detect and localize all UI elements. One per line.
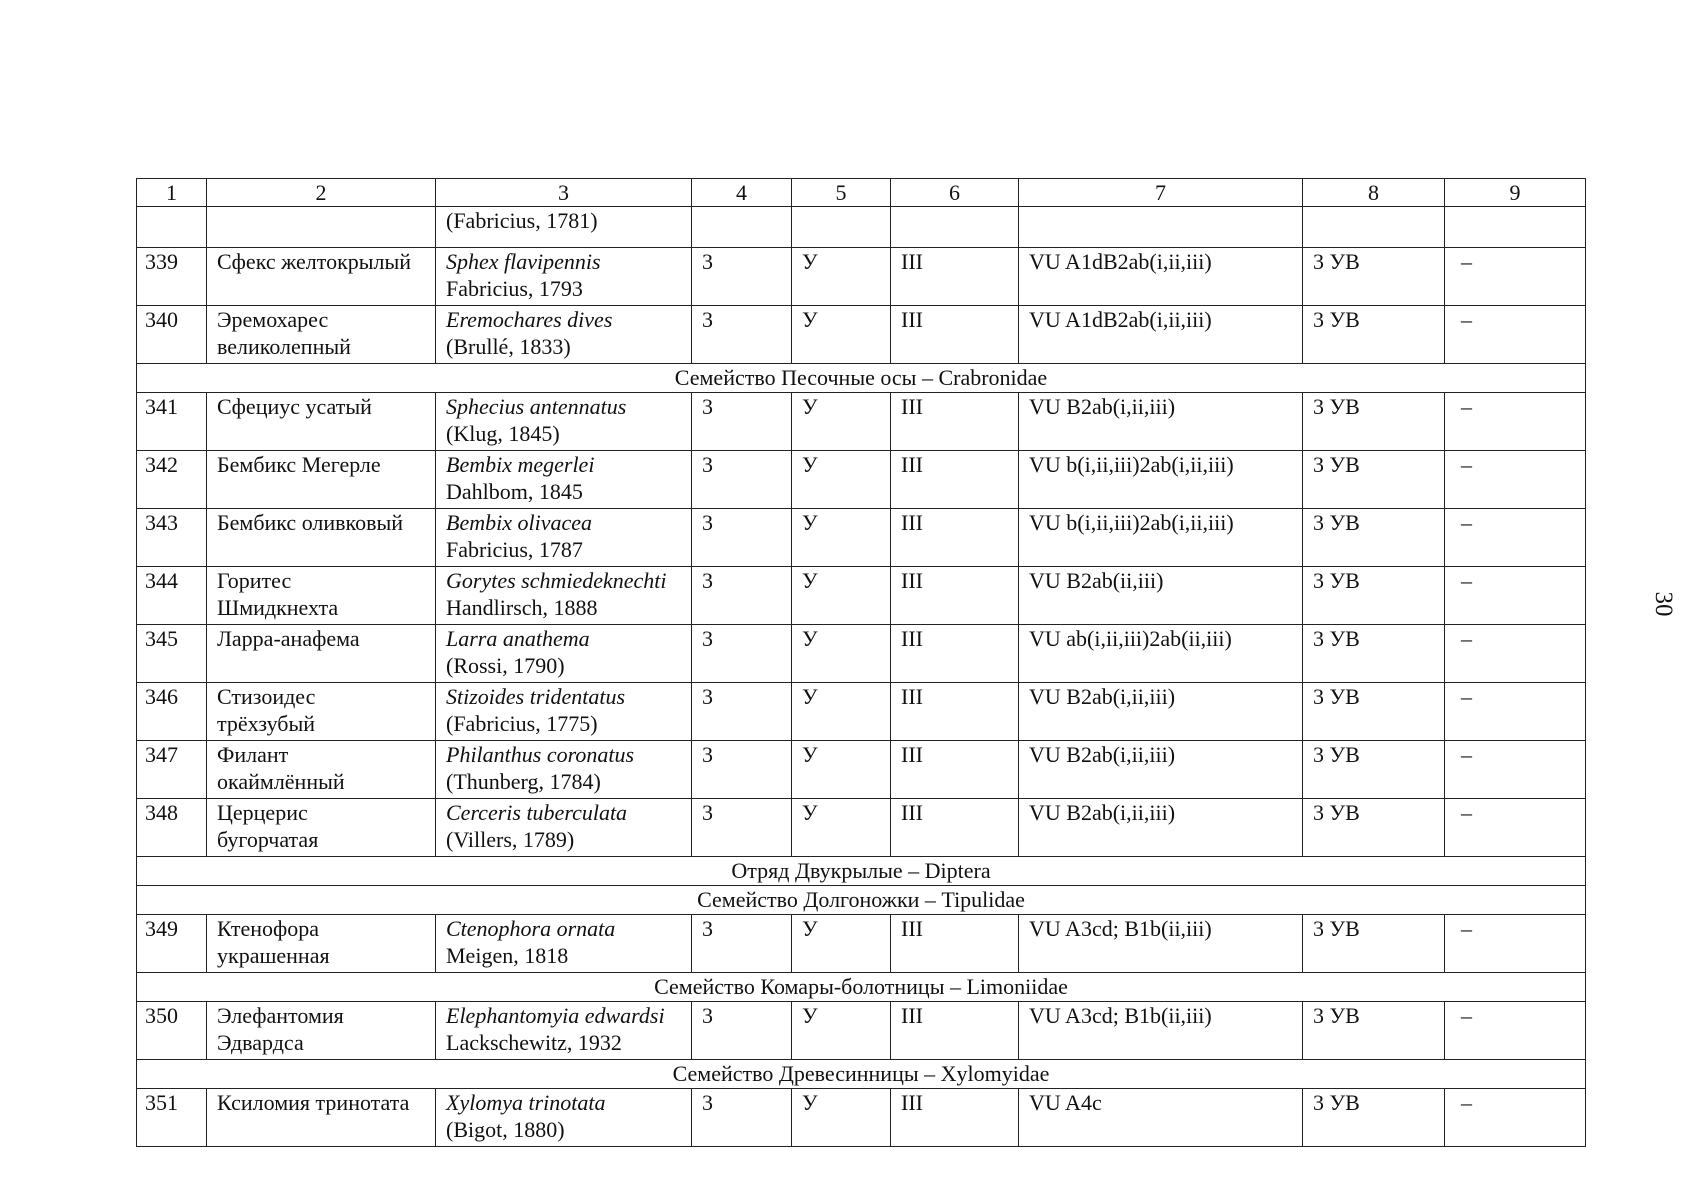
notes-cell: – xyxy=(1445,248,1586,306)
column-number: 2 xyxy=(207,179,436,207)
notes-cell: – xyxy=(1445,915,1586,973)
latin-name-cell xyxy=(436,1089,692,1147)
latin-author: (Villers, 1789) xyxy=(446,827,575,852)
notes-cell: – xyxy=(1445,306,1586,364)
russian-name-line: великолепный xyxy=(217,334,351,359)
category-cell: 3 xyxy=(692,509,792,567)
category-cell: 3 xyxy=(692,451,792,509)
column-number: 3 xyxy=(436,179,692,207)
status-cell: У xyxy=(792,741,891,799)
category-cell: 3 xyxy=(692,393,792,451)
row-number-cell: 350 xyxy=(137,1002,207,1060)
russian-name-cell xyxy=(207,1002,436,1060)
priority-cell: III xyxy=(891,1089,1019,1147)
category-cell: 3 xyxy=(692,625,792,683)
latin-name-cell xyxy=(436,567,692,625)
notes-cell: – xyxy=(1445,625,1586,683)
column-number: 1 xyxy=(137,179,207,207)
section-heading: Семейство Комары-болотницы – Limoniidae xyxy=(137,973,1586,1002)
federal-category-cell: 3 УВ xyxy=(1303,509,1445,567)
russian-name-line: Бембикс оливковый xyxy=(217,510,404,535)
federal-category-cell: 3 УВ xyxy=(1303,1089,1445,1147)
status-cell: У xyxy=(792,567,891,625)
iucn-criteria-cell: VU b(i,ii,iii)2ab(i,ii,iii) xyxy=(1019,509,1303,567)
federal-category-cell: 3 УВ xyxy=(1303,393,1445,451)
russian-name-line: Стизоидес xyxy=(217,684,316,709)
russian-name-line: окаймлённый xyxy=(217,769,345,794)
row-number-cell: 343 xyxy=(137,509,207,567)
priority-cell: III xyxy=(891,625,1019,683)
status-cell: У xyxy=(792,1089,891,1147)
federal-category-cell: 3 УВ xyxy=(1303,451,1445,509)
latin-name-cell xyxy=(436,509,692,567)
section-heading: Семейство Песочные осы – Crabronidae xyxy=(137,364,1586,393)
notes-cell: – xyxy=(1445,1089,1586,1147)
notes-cell: – xyxy=(1445,567,1586,625)
table-row xyxy=(137,915,1586,973)
notes-cell: – xyxy=(1445,741,1586,799)
latin-name-cell xyxy=(436,451,692,509)
row-number-cell: 340 xyxy=(137,306,207,364)
latin-author: (Thunberg, 1784) xyxy=(446,769,601,794)
priority-cell: III xyxy=(891,567,1019,625)
iucn-criteria-cell: VU A4c xyxy=(1019,1089,1303,1147)
iucn-criteria-cell: VU ab(i,ii,iii)2ab(ii,iii) xyxy=(1019,625,1303,683)
row-number-cell: 349 xyxy=(137,915,207,973)
latin-author: Handlirsch, 1888 xyxy=(446,595,598,620)
priority-cell: III xyxy=(891,799,1019,857)
latin-name: Gorytes schmiedeknechti xyxy=(446,568,667,593)
latin-name: Eremochares dives xyxy=(446,307,613,332)
latin-name-cell xyxy=(436,393,692,451)
priority-cell: III xyxy=(891,248,1019,306)
latin-name: Elephantomyia edwardsi xyxy=(446,1003,665,1028)
latin-author: (Brullé, 1833) xyxy=(446,334,571,359)
latin-name-cell xyxy=(436,248,692,306)
latin-author: Fabricius, 1793 xyxy=(446,276,583,301)
russian-name-line: Эремохарес xyxy=(217,307,329,332)
latin-name: Cerceris tuberculata xyxy=(446,800,628,825)
section-heading: Семейство Долгоножки – Tipulidae xyxy=(137,886,1586,915)
priority-cell: III xyxy=(891,509,1019,567)
iucn-criteria-cell: VU A1dB2ab(i,ii,iii) xyxy=(1019,248,1303,306)
red-book-table xyxy=(136,178,1586,1147)
table-row xyxy=(137,509,1586,567)
empty-cell xyxy=(1445,207,1586,248)
russian-name-line: Церцерис xyxy=(217,800,308,825)
column-number: 4 xyxy=(692,179,792,207)
row-number-cell: 344 xyxy=(137,567,207,625)
russian-name-cell xyxy=(207,625,436,683)
latin-name: Larra anathema xyxy=(446,626,590,651)
russian-name-cell xyxy=(207,451,436,509)
table-row xyxy=(137,393,1586,451)
status-cell: У xyxy=(792,625,891,683)
iucn-criteria-cell: VU b(i,ii,iii)2ab(i,ii,iii) xyxy=(1019,451,1303,509)
latin-author: Lackschewitz, 1932 xyxy=(446,1030,622,1055)
priority-cell: III xyxy=(891,393,1019,451)
latin-name-cell xyxy=(436,741,692,799)
latin-name: Stizoides tridentatus xyxy=(446,684,626,709)
latin-name: Xylomya trinotata xyxy=(446,1090,606,1115)
latin-name: Philanthus coronatus xyxy=(446,742,635,767)
status-cell: У xyxy=(792,1002,891,1060)
category-cell: 3 xyxy=(692,1089,792,1147)
russian-name-line: Сфециус усатый xyxy=(217,394,372,419)
federal-category-cell: 3 УВ xyxy=(1303,625,1445,683)
federal-category-cell: 3 УВ xyxy=(1303,915,1445,973)
russian-name-line: Филант xyxy=(217,742,289,767)
table-row xyxy=(137,1089,1586,1147)
notes-cell: – xyxy=(1445,683,1586,741)
empty-cell xyxy=(1019,207,1303,248)
column-number: 5 xyxy=(792,179,891,207)
iucn-criteria-cell: VU B2ab(i,ii,iii) xyxy=(1019,683,1303,741)
table-row xyxy=(137,799,1586,857)
federal-category-cell: 3 УВ xyxy=(1303,741,1445,799)
latin-author: (Fabricius, 1775) xyxy=(446,711,598,736)
category-cell: 3 xyxy=(692,683,792,741)
table-row xyxy=(137,567,1586,625)
table-row xyxy=(137,741,1586,799)
section-heading: Семейство Древесинницы – Xylomyidae xyxy=(137,1060,1586,1089)
latin-author: Dahlbom, 1845 xyxy=(446,479,583,504)
row-number-cell: 348 xyxy=(137,799,207,857)
row-number-cell: 345 xyxy=(137,625,207,683)
russian-name-line: Ктенофора xyxy=(217,916,320,941)
section-heading-row xyxy=(137,364,1586,393)
iucn-criteria-cell: VU B2ab(i,ii,iii) xyxy=(1019,393,1303,451)
notes-cell: – xyxy=(1445,1002,1586,1060)
row-number-cell: 342 xyxy=(137,451,207,509)
latin-name: Sphex flavipennis xyxy=(446,249,601,274)
section-heading-row xyxy=(137,857,1586,886)
latin-name-cell xyxy=(436,1002,692,1060)
russian-name-line: Сфекс желтокрылый xyxy=(217,249,412,274)
table-row xyxy=(137,625,1586,683)
empty-cell xyxy=(207,207,436,248)
russian-name-line: Шмидкнехта xyxy=(217,595,339,620)
row-number-cell: 339 xyxy=(137,248,207,306)
federal-category-cell: 3 УВ xyxy=(1303,799,1445,857)
table-row xyxy=(137,306,1586,364)
russian-name-cell xyxy=(207,248,436,306)
federal-category-cell: 3 УВ xyxy=(1303,248,1445,306)
row-number-cell: 351 xyxy=(137,1089,207,1147)
table-body xyxy=(137,179,1586,1147)
empty-cell xyxy=(792,207,891,248)
iucn-criteria-cell: VU B2ab(i,ii,iii) xyxy=(1019,741,1303,799)
priority-cell: III xyxy=(891,741,1019,799)
latin-name-cell xyxy=(436,799,692,857)
table-row xyxy=(137,683,1586,741)
column-number: 8 xyxy=(1303,179,1445,207)
federal-category-cell: 3 УВ xyxy=(1303,306,1445,364)
empty-cell xyxy=(891,207,1019,248)
latin-author: (Rossi, 1790) xyxy=(446,653,565,678)
latin-name-cell xyxy=(436,625,692,683)
table-row xyxy=(137,1002,1586,1060)
latin-name: Ctenophora ornata xyxy=(446,916,616,941)
priority-cell: III xyxy=(891,1002,1019,1060)
russian-name-line: Ларра-анафема xyxy=(217,626,360,651)
latin-author: Fabricius, 1787 xyxy=(446,537,583,562)
latin-author-cell: (Fabricius, 1781) xyxy=(436,207,692,248)
latin-name: Sphecius antennatus xyxy=(446,394,627,419)
russian-name-line: Эдвардса xyxy=(217,1030,304,1055)
latin-name-cell xyxy=(436,683,692,741)
latin-name-cell xyxy=(436,915,692,973)
section-heading-row xyxy=(137,1060,1586,1089)
latin-name: Bembix megerlei xyxy=(446,452,595,477)
column-number-row xyxy=(137,179,1586,207)
latin-author: (Bigot, 1880) xyxy=(446,1117,565,1142)
section-heading-row xyxy=(137,886,1586,915)
latin-name: Bembix olivacea xyxy=(446,510,592,535)
latin-author: (Klug, 1845) xyxy=(446,421,560,446)
iucn-criteria-cell: VU B2ab(ii,iii) xyxy=(1019,567,1303,625)
russian-name-line: трёхзубый xyxy=(217,711,316,736)
status-cell: У xyxy=(792,915,891,973)
category-cell: 3 xyxy=(692,567,792,625)
russian-name-line: Горитес xyxy=(217,568,292,593)
empty-cell xyxy=(137,207,207,248)
empty-cell xyxy=(692,207,792,248)
category-cell: 3 xyxy=(692,1002,792,1060)
notes-cell: – xyxy=(1445,509,1586,567)
iucn-criteria-cell: VU B2ab(i,ii,iii) xyxy=(1019,799,1303,857)
status-cell: У xyxy=(792,799,891,857)
category-cell: 3 xyxy=(692,741,792,799)
column-number: 9 xyxy=(1445,179,1586,207)
category-cell: 3 xyxy=(692,915,792,973)
iucn-criteria-cell: VU A3cd; B1b(ii,iii) xyxy=(1019,915,1303,973)
russian-name-cell xyxy=(207,567,436,625)
russian-name-cell xyxy=(207,799,436,857)
empty-cell xyxy=(1303,207,1445,248)
status-cell: У xyxy=(792,683,891,741)
column-number: 6 xyxy=(891,179,1019,207)
federal-category-cell: 3 УВ xyxy=(1303,1002,1445,1060)
notes-cell: – xyxy=(1445,451,1586,509)
status-cell: У xyxy=(792,248,891,306)
row-number-cell: 341 xyxy=(137,393,207,451)
category-cell: 3 xyxy=(692,306,792,364)
russian-name-line: Ксиломия тринотата xyxy=(217,1090,410,1115)
russian-name-cell xyxy=(207,393,436,451)
page-number: 30 xyxy=(1650,591,1677,617)
column-number: 7 xyxy=(1019,179,1303,207)
russian-name-line: Элефантомия xyxy=(217,1003,344,1028)
russian-name-cell xyxy=(207,683,436,741)
status-cell: У xyxy=(792,451,891,509)
status-cell: У xyxy=(792,509,891,567)
category-cell: 3 xyxy=(692,248,792,306)
row-number-cell: 346 xyxy=(137,683,207,741)
table-row xyxy=(137,451,1586,509)
latin-name-cell xyxy=(436,306,692,364)
category-cell: 3 xyxy=(692,799,792,857)
section-heading: Отряд Двукрылые – Diptera xyxy=(137,857,1586,886)
table-row xyxy=(137,248,1586,306)
notes-cell: – xyxy=(1445,393,1586,451)
row-number-cell: 347 xyxy=(137,741,207,799)
priority-cell: III xyxy=(891,451,1019,509)
russian-name-line: украшенная xyxy=(217,943,330,968)
iucn-criteria-cell: VU A3cd; B1b(ii,iii) xyxy=(1019,1002,1303,1060)
russian-name-cell xyxy=(207,1089,436,1147)
iucn-criteria-cell: VU A1dB2ab(i,ii,iii) xyxy=(1019,306,1303,364)
russian-name-cell xyxy=(207,306,436,364)
notes-cell: – xyxy=(1445,799,1586,857)
russian-name-line: бугорчатая xyxy=(217,827,319,852)
federal-category-cell: 3 УВ xyxy=(1303,683,1445,741)
federal-category-cell: 3 УВ xyxy=(1303,567,1445,625)
section-heading-row xyxy=(137,973,1586,1002)
priority-cell: III xyxy=(891,683,1019,741)
russian-name-cell xyxy=(207,915,436,973)
status-cell: У xyxy=(792,306,891,364)
priority-cell: III xyxy=(891,306,1019,364)
russian-name-cell xyxy=(207,741,436,799)
status-cell: У xyxy=(792,393,891,451)
russian-name-cell xyxy=(207,509,436,567)
latin-author: Meigen, 1818 xyxy=(446,943,569,968)
priority-cell: III xyxy=(891,915,1019,973)
continuation-row xyxy=(137,207,1586,248)
russian-name-line: Бембикс Мегерле xyxy=(217,452,381,477)
